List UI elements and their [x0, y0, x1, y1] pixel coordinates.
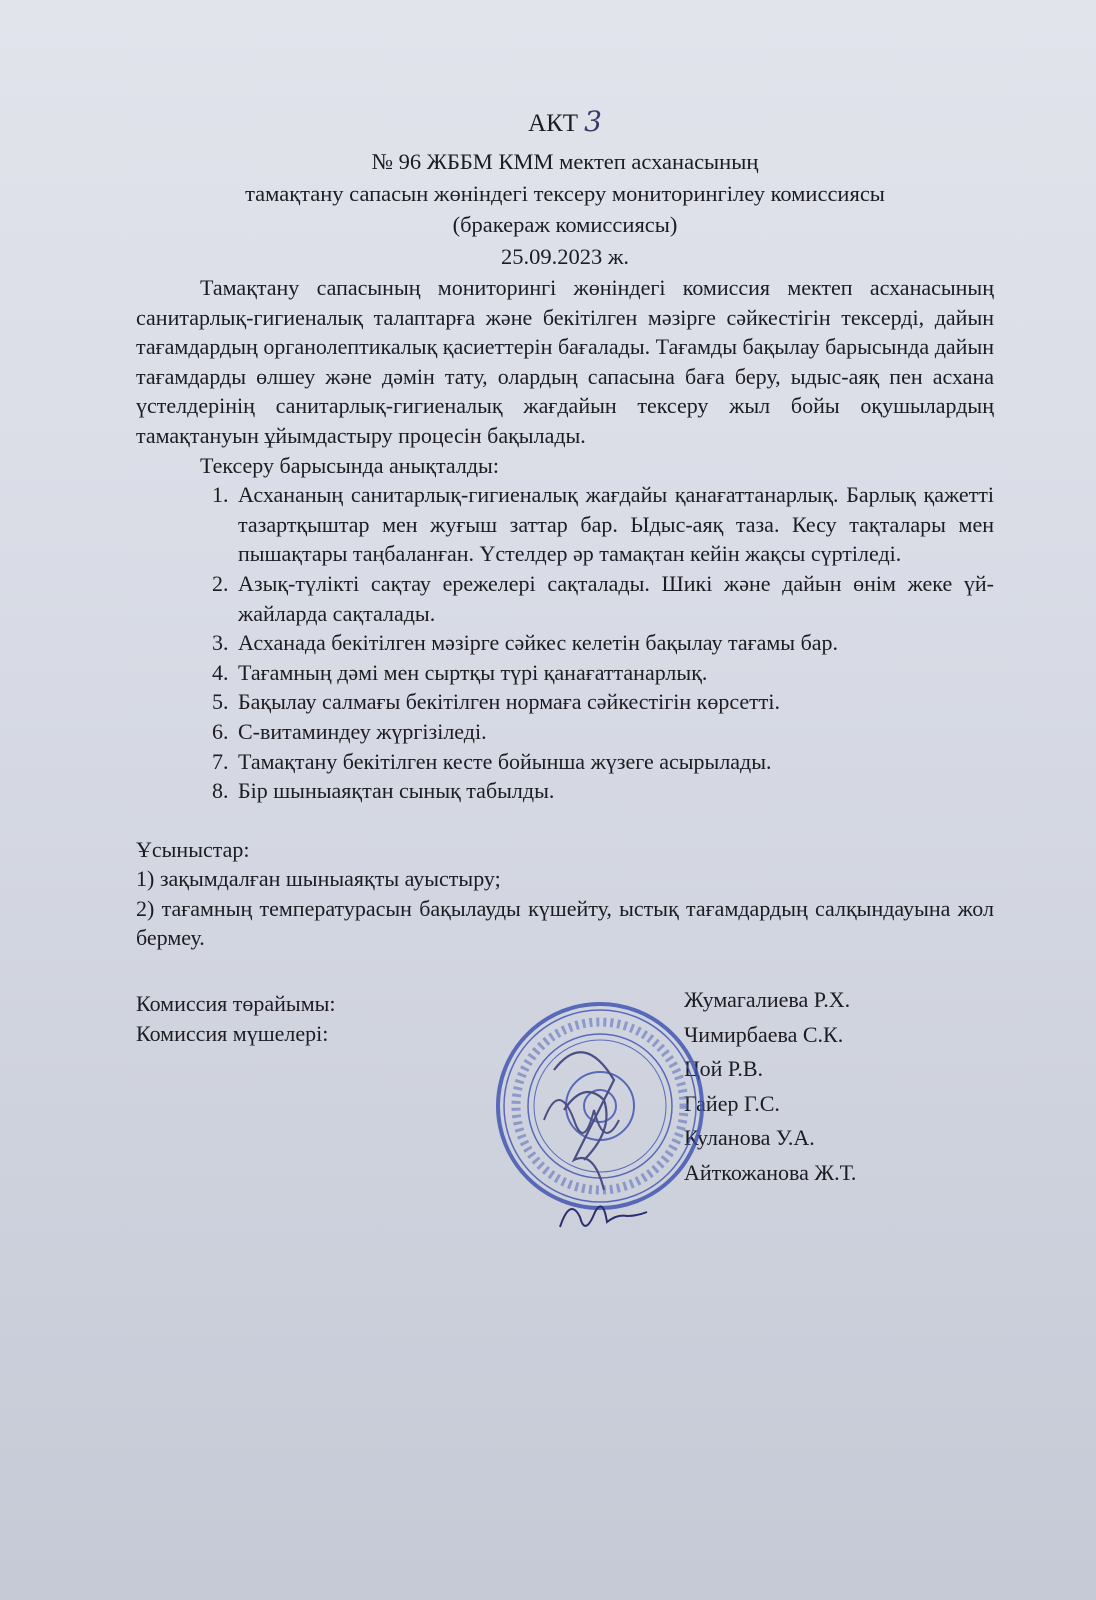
finding-item: 5. Бақылау салмағы бекітілген нормаға сәйкестігін көрсетті.: [234, 687, 994, 717]
document-header: [136, 146, 994, 272]
recommendation-item: 1) зақымдалған шыныаяқты ауыстыру;: [136, 866, 501, 892]
intro-paragraph: Тамақтану сапасының мониторингі жөніндегі комиссия мектеп асханасының санитарлық-гигиеналық талаптарға және бекітілген мәзірге сәйкестігін тексерді, дайын тағамдардың органолептикалық қасиеттерін бағалады. Тағамды бақылау барысында дайын тағамдарды өлшеу және дәмін тату, олардың сапасына баға беру, ыдыс-аяқ пен асхана үстелдерінің санитарлық-гигиеналық жағдайын тексеру жыл бойы оқушылардың тамақтануын ұйымдастыру процесін бақылады.: [136, 275, 994, 448]
finding-item: 7. Тамақтану бекітілген кесте бойынша жүзеге асырылады.: [234, 747, 994, 777]
finding-item: 1. Асхананың санитарлық-гигиеналық жағдайы қанағаттанарлық. Барлық қажетті тазартқыштар мен жуғыш заттар бар. Ыдыс-аяқ таза. Кесу тақталары мен пышақтары таңбаланған. Үстелдер әр тамақтан кейін жақсы сүртіледі.: [234, 480, 994, 569]
findings-heading: Тексеру барысында анықталды:: [200, 452, 499, 478]
members-label: Комиссия мүшелері:: [136, 1021, 329, 1047]
header-line: тамақтану сапасын жөніндегі тексеру мониторингілеу комиссиясы: [245, 180, 885, 206]
recommendation-item: 2) тағамның температурасын бақылауды күшейту, ыстық тағамдардың салқындауына жол бермеу.: [136, 895, 994, 951]
signatory-name: Чимирбаева С.К.: [684, 1021, 844, 1047]
document-date: 25.09.2023 ж.: [500, 243, 630, 269]
finding-item: 4. Тағамның дәмі мен сыртқы түрі қанағаттанарлық.: [234, 658, 994, 688]
recommendations-heading: Ұсыныстар:: [136, 836, 250, 862]
title-text: АКТ: [528, 110, 579, 137]
handwritten-act-number: 3: [584, 105, 602, 138]
recommendations: [136, 835, 994, 953]
chair-label: Комиссия төрайымы:: [136, 991, 336, 1017]
finding-item: 3. Асханада бекітілген мәзірге сәйкес келетін бақылау тағамы бар.: [234, 628, 994, 658]
finding-item: 8. Бір шыныаяқтан сынық табылды.: [234, 776, 994, 806]
document-title: [136, 100, 994, 146]
signature-scribble-icon: [555, 1192, 655, 1237]
signatory-names: [684, 983, 856, 1190]
findings-list: [136, 480, 994, 806]
header-line: (бракераж комиссиясы): [452, 212, 678, 237]
finding-item: 2. Азық-түлікті сақтау ережелері сақталады. Шикі және дайын өнім жеке үй-жайларда сақталады.: [234, 569, 994, 628]
official-stamp-icon: [494, 1000, 706, 1212]
signatory-name: Цой Р.В.: [684, 1056, 764, 1082]
signatory-name: Гайер Г.С.: [684, 1090, 780, 1116]
finding-item: 6. С-витаминдеу жүргізіледі.: [234, 717, 994, 747]
header-line: № 96 ЖББМ КММ мектеп асханасының: [371, 149, 759, 174]
signatory-name: Жумагалиева Р.Х.: [684, 987, 851, 1013]
signatory-name: Куланова У.А.: [684, 1125, 815, 1151]
signatory-name: Айткожанова Ж.Т.: [684, 1159, 857, 1185]
